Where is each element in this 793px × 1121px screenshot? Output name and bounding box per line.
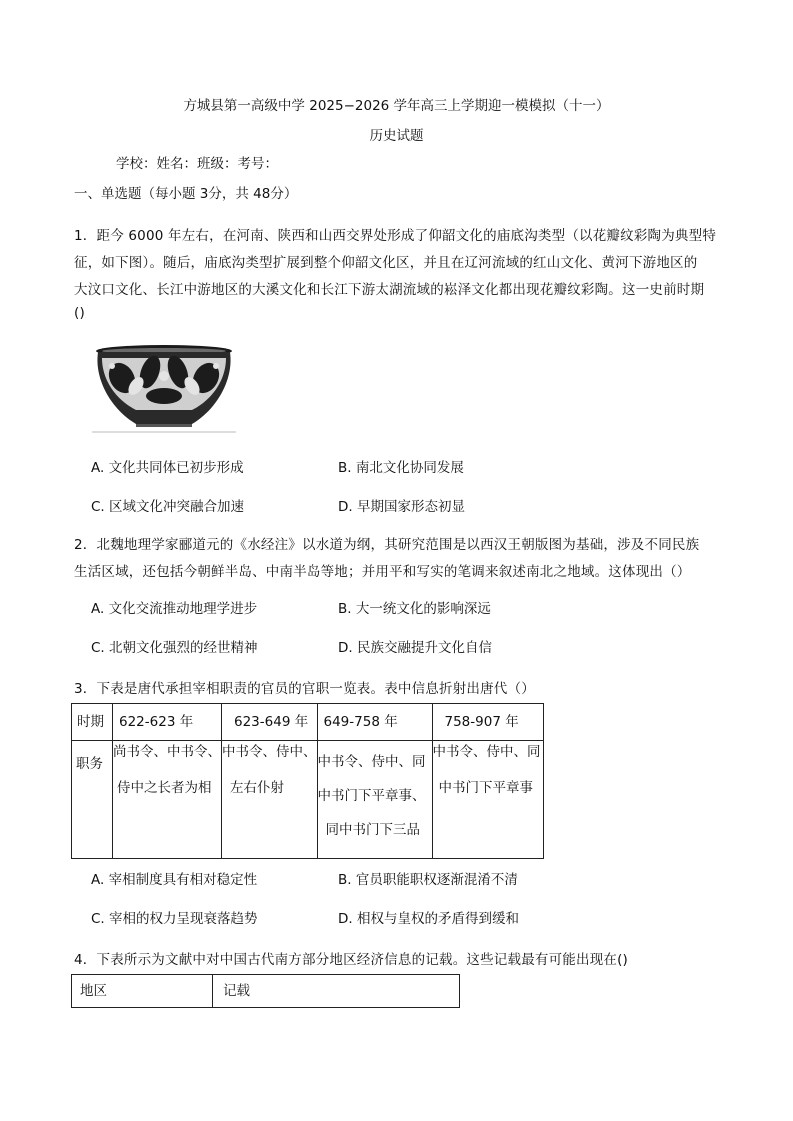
question-1-line-1: 1．距今 6000 年左右，在河南、陕西和山西交界处形成了仰韶文化的庙底沟类型（以花瓣纹彩陶为典型特 (74, 228, 717, 244)
table-header-cell: 622-623 年 (119, 714, 194, 730)
question-2-line-1: 2．北魏地理学家郦道元的《水经注》以水道为纲，其研究范围是以西汉王朝版图为基础，涉及不同民族 (74, 537, 700, 553)
table-row-label: 职务 (76, 756, 103, 772)
question-2-option-a[interactable]: A. 文化交流推动地理学进步 (91, 601, 258, 617)
table-cell-line: 中书令、侍中、 (222, 744, 317, 760)
question-4-table (71, 974, 460, 1008)
table-header-cell: 649-758 年 (323, 714, 398, 730)
table-header-cell: 758-907 年 (444, 714, 519, 730)
section-heading: 一、单选题（每小题 3分，共 48分） (74, 186, 298, 202)
table-row (72, 741, 544, 859)
table-cell-line: 尚书令、中书令、 (113, 744, 221, 760)
table-cell-line: 侍中之长者为相 (117, 780, 212, 796)
question-3-table (71, 703, 544, 859)
table-header-row (72, 704, 544, 741)
question-1-option-b[interactable]: B. 南北文化协同发展 (338, 460, 464, 476)
question-1-option-c[interactable]: C. 区域文化冲突融合加速 (91, 499, 245, 515)
table-header-row (72, 975, 460, 1008)
table-cell-line: 中书门下平章事、 (317, 788, 426, 804)
student-info-line: 学校：姓名：班级：考号： (116, 156, 278, 172)
table-cell-line: 中书门下平章事 (438, 780, 533, 796)
question-1-option-a[interactable]: A. 文化共同体已初步形成 (91, 460, 244, 476)
painted-pottery-image (92, 340, 236, 434)
table-header-cell: 时期 (77, 714, 104, 730)
question-2-option-c[interactable]: C. 北朝文化强烈的经世精神 (91, 640, 258, 656)
exam-subtitle: 历史试题 (369, 128, 424, 144)
table-header-cell: 623-649 年 (234, 714, 309, 730)
table-header-cell: 记载 (223, 983, 250, 999)
question-2-option-b[interactable]: B. 大一统文化的影响深远 (338, 601, 491, 617)
question-1-line-4: () (74, 305, 85, 321)
table-cell-line: 左右仆射 (230, 780, 284, 796)
table-header-cell: 地区 (80, 983, 107, 999)
question-3-line-1: 3．下表是唐代承担宰相职责的官员的官职一览表。表中信息折射出唐代（） (74, 681, 535, 697)
question-2-line-2: 生活区域，还包括今朝鲜半岛、中南半岛等地；并用平和写实的笔调来叙述南北之地域。这体现出（） (74, 564, 691, 580)
question-3-option-b[interactable]: B. 官员职能职权逐渐混淆不清 (338, 872, 518, 888)
question-3-option-c[interactable]: C. 宰相的权力呈现衰落趋势 (91, 911, 258, 927)
question-1-line-2: 征，如下图）。随后，庙底沟类型扩展到整个仰韶文化区，并且在辽河流域的红山文化、黄河下游地区的 (74, 255, 698, 271)
question-3-option-a[interactable]: A. 宰相制度具有相对稳定性 (91, 872, 258, 888)
question-3-option-d[interactable]: D. 相权与皇权的矛盾得到缓和 (338, 911, 519, 927)
table-cell-line: 中书令、侍中、同 (317, 754, 426, 770)
table-cell-line: 同中书门下三品 (325, 822, 420, 838)
question-1-line-3: 大汶口文化、长江中游地区的大溪文化和长江下游太湖流域的崧泽文化都出现花瓣纹彩陶。这一史前时期 (74, 282, 705, 298)
question-4-line-1: 4．下表所示为文献中对中国古代南方部分地区经济信息的记载。这些记载最有可能出现在() (74, 952, 629, 968)
question-1-option-d[interactable]: D. 早期国家形态初显 (338, 499, 465, 515)
table-cell-line: 中书令、侍中、同 (432, 744, 541, 760)
question-2-option-d[interactable]: D. 民族交融提升文化自信 (338, 640, 492, 656)
exam-title: 方城县第一高级中学 2025−2026 学年高三上学期迎一模模拟（十一） (183, 98, 610, 114)
